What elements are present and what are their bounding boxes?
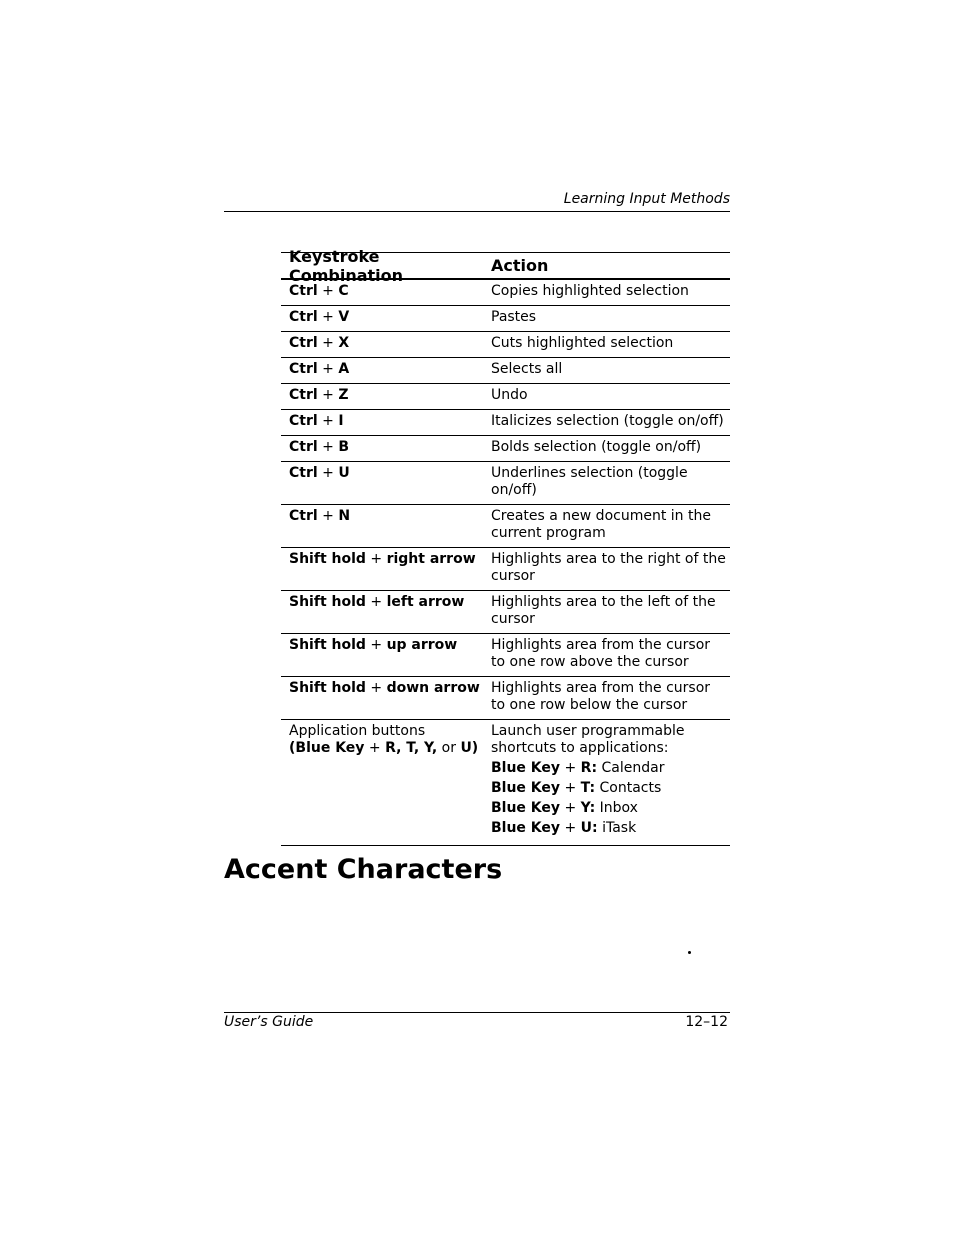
action-cell: Bolds selection (toggle on/off) [491, 439, 702, 455]
shortcut-app: iTask [602, 820, 637, 836]
table-row [281, 462, 730, 505]
key-name: Ctrl [289, 465, 318, 481]
action-cell: Copies highlighted selection [491, 283, 689, 299]
key-modifier: right arrow [386, 551, 476, 567]
key-modifier: down arrow [386, 680, 480, 696]
shortcut-button: R: [580, 760, 598, 776]
shortcut-line [491, 800, 726, 817]
key-name: Ctrl [289, 361, 318, 377]
table-row [281, 384, 730, 410]
action-cell: Highlights area from the cursor to one row above the cursor [491, 637, 711, 670]
shortcut-app: Inbox [599, 800, 638, 816]
header-rule [224, 211, 730, 212]
shortcut-button: T: [580, 780, 596, 796]
shortcut-app: Calendar [601, 760, 665, 776]
key-name: Ctrl [289, 439, 318, 455]
plus-sign: + [322, 413, 334, 429]
action-cell: Undo [491, 387, 528, 403]
keystroke-cell [281, 410, 491, 435]
table-row [281, 677, 730, 720]
action-cell: Cuts highlighted selection [491, 335, 674, 351]
plus-sign: + [322, 465, 334, 481]
table-row-application-buttons [281, 720, 730, 846]
plus-sign: + [564, 780, 577, 796]
table-row [281, 358, 730, 384]
action-cell: Highlights area to the right of the cursor [491, 551, 726, 584]
keystroke-cell [281, 280, 491, 305]
key-modifier: C [338, 283, 349, 299]
shortcut-key: Blue Key [491, 760, 561, 776]
keystroke-cell [281, 634, 491, 676]
keystroke-cell [281, 548, 491, 590]
key-name: Ctrl [289, 387, 318, 403]
table-row [281, 332, 730, 358]
plus-sign: + [322, 309, 334, 325]
table-row [281, 548, 730, 591]
plus-sign: + [370, 551, 383, 567]
key-name: Ctrl [289, 283, 318, 299]
table-row [281, 280, 730, 306]
key-modifier: I [338, 413, 344, 429]
action-cell: Selects all [491, 361, 563, 377]
key-modifier: A [338, 361, 350, 377]
action-cell: Pastes [491, 309, 537, 325]
shortcut-line [491, 760, 726, 777]
keystroke-cell [281, 591, 491, 633]
app-buttons-keys: R, T, Y, [385, 740, 438, 756]
key-modifier: U [338, 465, 350, 481]
shortcut-line [491, 780, 726, 797]
key-name: Ctrl [289, 508, 318, 524]
shortcut-app: Contacts [599, 780, 662, 796]
key-name: Shift hold [289, 637, 366, 653]
plus-sign: + [322, 283, 334, 299]
keystroke-table [281, 246, 730, 846]
table-header-row [281, 246, 730, 285]
key-modifier: Z [338, 387, 349, 403]
keystroke-cell [281, 384, 491, 409]
footer-guide-name: User’s Guide [224, 1014, 314, 1030]
keystroke-cell [281, 505, 491, 547]
shortcut-button: U: [580, 820, 598, 836]
keystroke-cell [281, 720, 491, 842]
action-cell: Highlights area to the left of the cursor [491, 594, 716, 627]
action-cell: Italicizes selection (toggle on/off) [491, 413, 724, 429]
plus-sign: + [370, 594, 383, 610]
key-name: Shift hold [289, 680, 366, 696]
plus-sign: + [564, 820, 577, 836]
plus-sign: + [370, 680, 383, 696]
key-name: Ctrl [289, 309, 318, 325]
footer-rule [224, 1012, 730, 1013]
action-cell: Underlines selection (toggle on/off) [491, 465, 688, 498]
key-modifier: N [338, 508, 351, 524]
column-header-action: Action [491, 256, 549, 275]
shortcut-key: Blue Key [491, 820, 561, 836]
plus-sign: + [322, 387, 334, 403]
app-buttons-open: (Blue Key [289, 740, 365, 756]
running-header: Learning Input Methods [563, 191, 730, 207]
table-row [281, 505, 730, 548]
keystroke-cell [281, 677, 491, 719]
plus-sign: + [370, 637, 383, 653]
app-buttons-intro: Launch user programmable shortcuts to applications: [491, 723, 685, 756]
plus-sign: + [564, 760, 577, 776]
app-buttons-label: Application buttons [289, 723, 426, 739]
key-modifier: up arrow [386, 637, 458, 653]
key-name: Ctrl [289, 335, 318, 351]
key-modifier: B [338, 439, 349, 455]
key-modifier: V [338, 309, 350, 325]
key-name: Shift hold [289, 551, 366, 567]
app-buttons-last: U) [460, 740, 479, 756]
keystroke-cell [281, 462, 491, 504]
footer-page-number: 12–12 [685, 1014, 728, 1030]
plus-sign: + [322, 439, 334, 455]
keystroke-cell [281, 358, 491, 383]
column-header-keystroke: Keystroke Combination [289, 246, 404, 285]
table-row [281, 410, 730, 436]
or-word: or [441, 740, 456, 756]
plus-sign: + [322, 508, 334, 524]
table-row [281, 634, 730, 677]
key-modifier: X [338, 335, 350, 351]
key-modifier: left arrow [386, 594, 465, 610]
table-row [281, 436, 730, 462]
plus-sign: + [322, 335, 334, 351]
keystroke-cell [281, 306, 491, 331]
shortcut-key: Blue Key [491, 780, 561, 796]
plus-sign: + [368, 740, 381, 756]
table-row [281, 306, 730, 332]
bullet-dot [688, 951, 691, 954]
table-row [281, 591, 730, 634]
shortcut-key: Blue Key [491, 800, 561, 816]
shortcut-line [491, 820, 726, 837]
keystroke-cell [281, 332, 491, 357]
key-name: Shift hold [289, 594, 366, 610]
shortcut-button: Y: [580, 800, 596, 816]
section-title: Accent Characters [224, 854, 503, 885]
action-cell: Highlights area from the cursor to one row below the cursor [491, 680, 711, 713]
key-name: Ctrl [289, 413, 318, 429]
action-cell: Creates a new document in the current program [491, 508, 711, 541]
plus-sign: + [564, 800, 577, 816]
action-cell [491, 720, 730, 842]
keystroke-cell [281, 436, 491, 461]
plus-sign: + [322, 361, 334, 377]
